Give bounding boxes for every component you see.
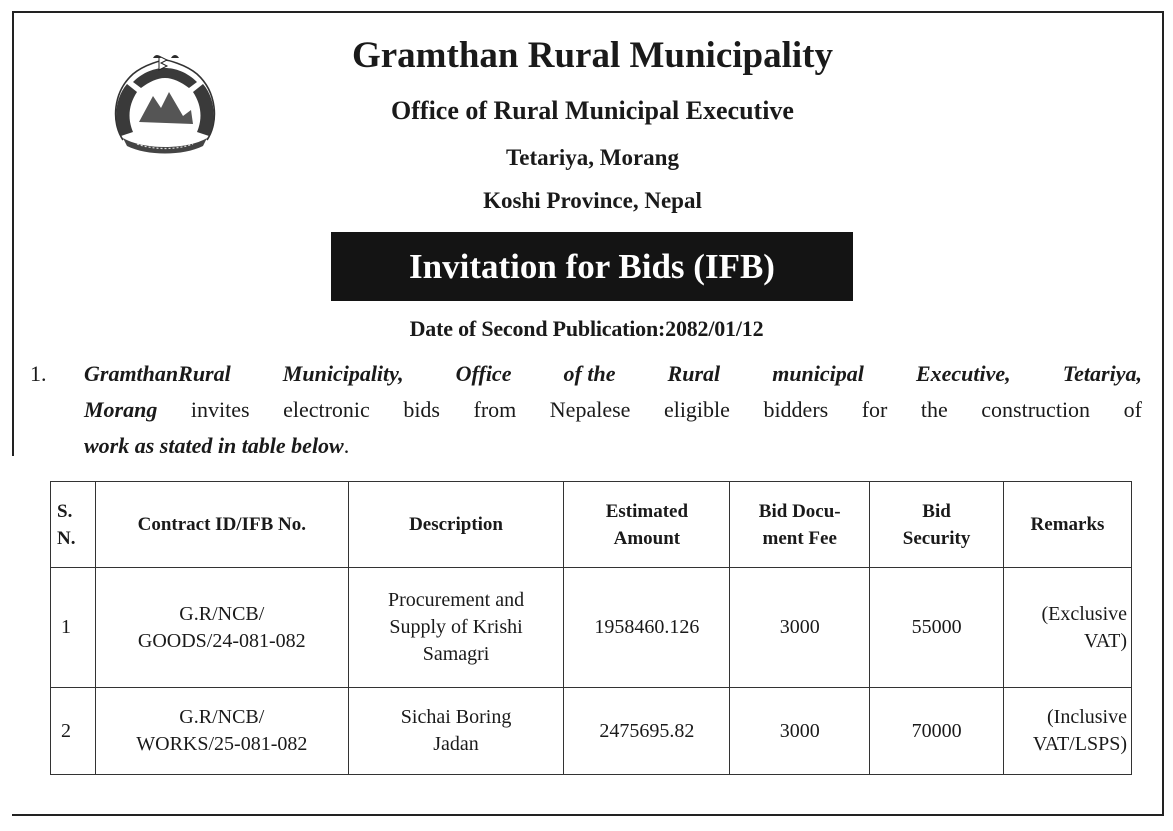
table-header-row [51,482,1132,568]
cell-amount: 2475695.82 [564,688,730,775]
line2-word: Nepalese [549,397,631,422]
line2-word: from [473,397,517,422]
header-remarks: Remarks [1004,482,1132,568]
paragraph-line-1 [84,356,1142,392]
line2-word: the [920,397,948,422]
cell-remarks: (Inclusive VAT/LSPS) [1004,688,1132,775]
paragraph-line-2 [84,392,1142,428]
header-description: Description [348,482,564,568]
line3-bold-text: work as stated in table below [84,433,344,458]
line1-word: GramthanRural [84,361,231,386]
line2-word: of [1123,397,1142,422]
cell-sn: 2 [51,688,96,775]
line2-word: bids [403,397,440,422]
line3-period: . [343,433,350,458]
line1-word: of the [563,361,616,386]
line1-word: municipal [772,361,864,386]
line2-word: eligible [663,397,730,422]
notice-frame-left-edge [12,11,14,456]
cell-sn: 1 [51,568,96,688]
cell-description: Procurement and Supply of Krishi Samagri [348,568,564,688]
table-row [51,568,1132,688]
cell-fee: 3000 [730,568,870,688]
paragraph-line-3 [84,428,349,464]
line2-bold-word: Morang [84,397,158,422]
office-province: Koshi Province, Nepal [483,188,702,213]
line2-word: electronic [283,397,370,422]
publication-date-line [0,316,1173,342]
header-sn: S. N. [51,482,96,568]
paragraph-number: 1. [30,361,47,386]
line1-word: Office [455,361,512,386]
header-security: Bid Security [870,482,1004,568]
cell-security: 70000 [870,688,1004,775]
cell-contract: G.R/NCB/ WORKS/25-081-082 [95,688,348,775]
line2-word: construction [981,397,1091,422]
cell-amount: 1958460.126 [564,568,730,688]
header-fee: Bid Docu- ment Fee [730,482,870,568]
line1-word: Rural [667,361,721,386]
bids-table [50,481,1132,775]
cell-description: Sichai Boring Jadan [348,688,564,775]
notice-title: Invitation for Bids (IFB) [409,246,775,286]
office-name: Office of Rural Municipal Executive [391,96,794,125]
line1-word: Municipality, [282,361,404,386]
line2-word: bidders [763,397,829,422]
cell-fee: 3000 [730,688,870,775]
line2-word: invites [190,397,250,422]
table-row [51,688,1132,775]
notice-title-banner [331,232,853,301]
cell-security: 55000 [870,568,1004,688]
line1-word: Executive, [915,361,1011,386]
municipality-name: Gramthan Rural Municipality [351,35,834,76]
publication-date: Date of Second Publication:2082/01/12 [409,316,764,341]
cell-contract: G.R/NCB/ GOODS/24-081-082 [95,568,348,688]
line1-word: Tetariya, [1062,361,1142,386]
cell-remarks: (Exclusive VAT) [1004,568,1132,688]
header-amount: Estimated Amount [564,482,730,568]
line2-word: for [861,397,888,422]
header-contract: Contract ID/IFB No. [95,482,348,568]
office-location: Tetariya, Morang [506,145,679,170]
